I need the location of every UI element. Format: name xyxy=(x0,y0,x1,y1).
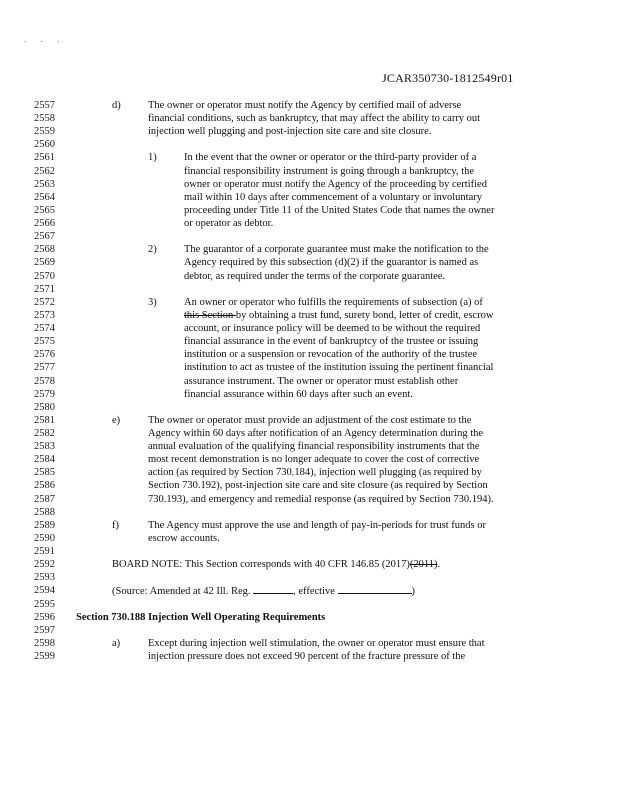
document-line xyxy=(0,584,618,597)
line-number: 2567 xyxy=(34,231,55,243)
document-line xyxy=(0,571,618,584)
line-number: 2576 xyxy=(34,349,55,361)
line-number: 2593 xyxy=(34,572,55,584)
line-number: 2581 xyxy=(34,414,55,426)
text-run: 730.193), and emergency and remedial response (as required by Section 730.194). xyxy=(148,493,494,505)
subsection-marker: 1) xyxy=(148,152,157,164)
document-line xyxy=(0,427,618,440)
text-run: institution to act as trustee of the institution issuing the pertinent financial xyxy=(184,362,494,374)
line-number: 2596 xyxy=(34,611,55,623)
text-run: injection pressure does not exceed 90 percent of the fracture pressure of the xyxy=(148,651,466,663)
line-text xyxy=(148,650,465,663)
subsection-marker: f) xyxy=(112,519,119,531)
text-run: . xyxy=(437,559,441,571)
document-line xyxy=(0,493,618,506)
text-run: financial responsibility instrument is going through a bankruptcy, the xyxy=(184,165,475,177)
text-run: , effective xyxy=(293,586,338,598)
line-number: 2597 xyxy=(34,624,55,636)
text-run: assurance instrument. The owner or operator must establish other xyxy=(184,375,459,387)
text-run: account, or insurance policy will be deemed to be without the required xyxy=(184,323,481,335)
line-text xyxy=(112,558,440,571)
line-number: 2573 xyxy=(34,309,55,321)
line-number: 2580 xyxy=(34,401,55,413)
subsection-marker: 3) xyxy=(148,296,157,308)
line-number: 2560 xyxy=(34,139,55,151)
line-text xyxy=(148,479,488,492)
line-number: 2575 xyxy=(34,336,55,348)
line-number: 2583 xyxy=(34,441,55,453)
line-text xyxy=(148,99,461,112)
text-run: Except during injection well stimulation, the owner or operator must ensure that xyxy=(148,637,485,649)
line-number: 2584 xyxy=(34,454,55,466)
text-run: The owner or operator must notify the Agency by certified mail of adverse xyxy=(148,100,462,111)
document-line xyxy=(0,151,618,164)
line-text xyxy=(184,388,413,401)
line-text xyxy=(148,427,483,440)
subsection-marker: 2) xyxy=(148,244,157,256)
document-line xyxy=(0,138,618,151)
line-number: 2578 xyxy=(34,375,55,387)
line-text xyxy=(184,243,489,256)
text-run: institution or a suspension or revocation of the authority of the trustee xyxy=(184,349,478,361)
line-number: 2582 xyxy=(34,428,55,439)
line-text xyxy=(148,637,485,650)
text-run: An owner or operator who fulfills the requirements of subsection (a) of xyxy=(184,296,483,308)
document-line xyxy=(0,558,618,571)
document-line xyxy=(0,532,618,545)
line-text xyxy=(184,151,476,164)
document-line xyxy=(0,440,618,453)
line-number: 2571 xyxy=(34,283,55,295)
text-run: action (as required by Section 730.184), injection well plugging (as required by xyxy=(148,467,482,479)
line-text xyxy=(148,466,482,479)
line-text xyxy=(184,256,478,269)
line-text xyxy=(184,178,487,191)
text-run: The owner or operator must provide an adjustment of the cost estimate to the xyxy=(148,414,472,426)
line-text xyxy=(148,453,479,466)
line-number: 2558 xyxy=(34,113,55,125)
line-number: 2598 xyxy=(34,637,55,649)
text-run: escrow accounts. xyxy=(148,532,220,544)
document-line xyxy=(0,637,618,650)
line-number: 2572 xyxy=(34,296,55,308)
text-run: owner or operator must notify the Agency of the proceeding by certified xyxy=(184,178,487,190)
text-run: mail within 10 days after commencement of a voluntary or involuntary xyxy=(184,191,482,203)
text-run: most recent demonstration is no longer adequate to cover the cost of corrective xyxy=(148,454,480,466)
line-text xyxy=(184,348,477,361)
text-run: In the event that the owner or operator or the third-party provider of a xyxy=(184,152,477,164)
document-line xyxy=(0,453,618,466)
document-line xyxy=(0,466,618,479)
document-line xyxy=(0,519,618,532)
document-line xyxy=(0,256,618,269)
line-number: 2566 xyxy=(34,218,55,230)
struck-text: this Section xyxy=(184,309,236,321)
subsection-marker: d) xyxy=(112,100,121,111)
text-run: by obtaining a trust fund, surety bond, letter of credit, escrow xyxy=(235,309,494,321)
document-line xyxy=(0,611,618,624)
document-line xyxy=(0,309,618,322)
document-line xyxy=(0,388,618,401)
line-text xyxy=(184,191,482,204)
document-line xyxy=(0,243,618,256)
line-text xyxy=(184,270,445,283)
text-run: injection well plugging and post-injection site care and site closure. xyxy=(148,126,432,138)
line-text xyxy=(184,165,474,178)
line-number: 2591 xyxy=(34,546,55,558)
line-number: 2568 xyxy=(34,244,55,256)
line-number: 2577 xyxy=(34,362,55,374)
line-number: 2574 xyxy=(34,323,55,335)
line-text xyxy=(184,309,493,322)
document-line xyxy=(0,165,618,178)
document-line xyxy=(0,322,618,335)
document-line xyxy=(0,545,618,558)
document-line xyxy=(0,401,618,414)
text-run: financial assurance within 60 days after such an event. xyxy=(184,388,413,400)
document-line xyxy=(0,296,618,309)
line-number: 2562 xyxy=(34,165,55,177)
line-text xyxy=(184,375,458,388)
document-line xyxy=(0,270,618,283)
text-run: ) xyxy=(411,586,416,598)
line-text xyxy=(184,322,480,335)
line-number: 2592 xyxy=(34,559,55,571)
document-line xyxy=(0,217,618,230)
document-line xyxy=(0,230,618,243)
effective-date-blank xyxy=(338,584,412,594)
document-line xyxy=(0,650,618,663)
line-text xyxy=(148,125,431,138)
line-number: 2585 xyxy=(34,467,55,479)
document-line xyxy=(0,414,618,427)
line-number: 2594 xyxy=(34,585,55,597)
line-number: 2569 xyxy=(34,257,55,269)
document-line xyxy=(0,112,618,125)
line-text xyxy=(148,532,220,545)
text-run: The Agency must approve the use and length of pay-in-periods for trust funds or xyxy=(148,519,486,531)
text-run: Section 730.188 Injection Well Operating Requirements xyxy=(76,611,326,623)
text-run: (Source: Amended at 42 Ill. Reg. xyxy=(112,586,254,598)
document-line xyxy=(0,479,618,492)
line-number: 2595 xyxy=(34,598,55,610)
line-text xyxy=(112,584,415,598)
line-text xyxy=(148,493,494,506)
scan-specks: . . . xyxy=(24,34,66,44)
text-run: annual evaluation of the qualifying financial responsibility instruments that the xyxy=(148,441,480,453)
text-run: proceeding under Title 11 of the United States Code that names the owner xyxy=(184,204,495,216)
struck-text: (2011) xyxy=(409,559,438,571)
document-line xyxy=(0,178,618,191)
line-text xyxy=(148,414,471,427)
text-run: BOARD NOTE: This Section corresponds with 40 CFR 146.85 (2017) xyxy=(112,559,410,571)
document-line xyxy=(0,191,618,204)
line-number: 2586 xyxy=(34,480,55,492)
document-line xyxy=(0,348,618,361)
text-run: Agency required by this subsection (d)(2) if the guarantor is named as xyxy=(184,257,479,269)
line-text xyxy=(184,217,273,230)
text-run: debtor, as required under the terms of the corporate guarantee. xyxy=(184,270,446,282)
line-text xyxy=(184,204,494,217)
text-run: financial conditions, such as bankruptcy, that may affect the ability to carry out xyxy=(148,113,481,125)
line-number: 2563 xyxy=(34,178,55,190)
line-text xyxy=(148,519,486,532)
line-number: 2559 xyxy=(34,126,55,138)
line-number: 2570 xyxy=(34,270,55,282)
document-line xyxy=(0,375,618,388)
line-number: 2588 xyxy=(34,506,55,518)
subsection-marker: a) xyxy=(112,637,121,649)
document-line xyxy=(0,598,618,611)
section-heading xyxy=(76,611,325,624)
line-number: 2561 xyxy=(34,152,55,164)
text-run: The guarantor of a corporate guarantee must make the notification to the xyxy=(184,244,489,256)
line-number: 2579 xyxy=(34,388,55,400)
line-number: 2557 xyxy=(34,100,55,111)
subsection-marker: e) xyxy=(112,414,121,426)
text-run: or operator as debtor. xyxy=(184,218,274,230)
document-line xyxy=(0,204,618,217)
document-line xyxy=(0,361,618,374)
document-line xyxy=(0,99,618,112)
line-number: 2599 xyxy=(34,651,55,663)
line-text xyxy=(184,361,493,374)
document-line xyxy=(0,506,618,519)
document-line xyxy=(0,125,618,138)
document-line xyxy=(0,335,618,348)
line-number: 2587 xyxy=(34,493,55,505)
text-run: Section 730.192), post-injection site care and site closure (as required by Section xyxy=(148,480,488,492)
text-run: financial assurance in the event of bankruptcy of the trustee or issuing xyxy=(184,336,479,348)
document-line xyxy=(0,283,618,296)
text-run: Agency within 60 days after notification of an Agency determination during the xyxy=(148,428,484,439)
line-number: 2565 xyxy=(34,204,55,216)
line-text xyxy=(184,296,483,309)
line-number: 2589 xyxy=(34,519,55,531)
line-text xyxy=(148,112,480,125)
line-number: 2590 xyxy=(34,532,55,544)
line-text xyxy=(148,440,480,453)
register-page-blank xyxy=(253,584,293,594)
line-number: 2564 xyxy=(34,191,55,203)
document-id: JCAR350730-1812549r01 xyxy=(382,71,514,85)
document-line xyxy=(0,624,618,637)
line-text xyxy=(184,335,478,348)
